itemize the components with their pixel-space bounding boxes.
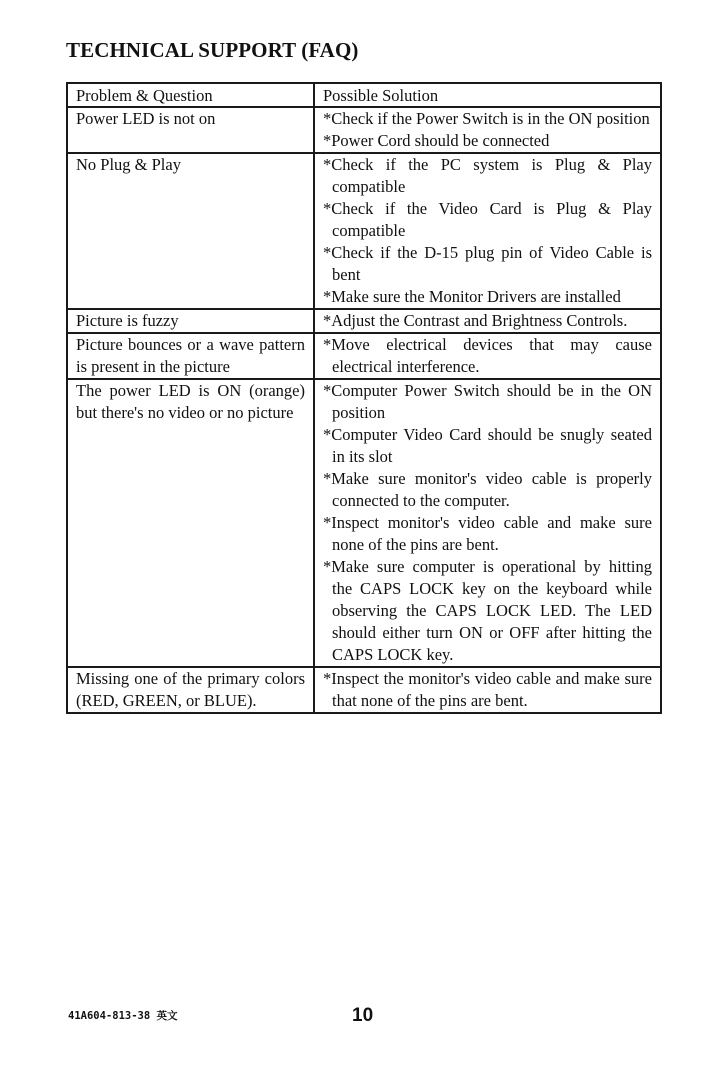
footer-document-code: 41A604-813-38 英文 <box>68 1010 178 1022</box>
problem-text: The power LED is ON (orange) but there's no video or no picture <box>76 381 305 422</box>
solution-item: *Check if the PC system is Plug & Play compatible <box>323 155 652 196</box>
solution-item: *Adjust the Contrast and Brightness Controls. <box>323 311 628 330</box>
problem-cell <box>67 309 314 333</box>
faq-table <box>66 82 662 714</box>
solution-item: *Check if the Power Switch is in the ON position <box>323 109 650 128</box>
problem-cell <box>67 153 314 309</box>
solution-cell <box>314 333 661 379</box>
solution-cell <box>314 667 661 713</box>
table-row <box>67 309 661 333</box>
page-number: 10 <box>352 1005 374 1026</box>
header-solution: Possible Solution <box>314 83 661 107</box>
solution-cell <box>314 379 661 667</box>
solution-item: *Inspect monitor's video cable and make sure none of the pins are bent. <box>323 513 652 554</box>
table-row <box>67 667 661 713</box>
problem-text: Picture bounces or a wave pattern is present in the picture <box>76 335 305 376</box>
table-row <box>67 333 661 379</box>
solution-item: *Inspect the monitor's video cable and make sure that none of the pins are bent. <box>323 669 652 710</box>
solution-item: *Computer Power Switch should be in the ON position <box>323 381 652 422</box>
solution-cell <box>314 107 661 153</box>
page-title: TECHNICAL SUPPORT (FAQ) <box>66 38 359 62</box>
solution-cell <box>314 309 661 333</box>
table-row <box>67 379 661 667</box>
solution-cell <box>314 153 661 309</box>
solution-item: *Computer Video Card should be snugly seated in its slot <box>323 425 652 466</box>
problem-text: Picture is fuzzy <box>76 311 179 330</box>
solution-item: *Check if the D-15 plug pin of Video Cable is bent <box>323 243 652 284</box>
problem-text: Missing one of the primary colors (RED, GREEN, or BLUE). <box>76 669 305 710</box>
solution-item: *Make sure computer is operational by hitting the CAPS LOCK key on the keyboard while observing the CAPS LOCK LED. The LED should either turn ON or OFF after hitting the CAPS LOCK key. <box>323 557 652 664</box>
problem-cell <box>67 107 314 153</box>
header-problem: Problem & Question <box>67 83 314 107</box>
solution-item: *Check if the Video Card is Plug & Play compatible <box>323 199 652 240</box>
solution-item: *Make sure the Monitor Drivers are installed <box>323 287 621 306</box>
problem-text: No Plug & Play <box>76 155 181 174</box>
solution-item: *Move electrical devices that may cause electrical interference. <box>323 335 652 376</box>
problem-cell <box>67 667 314 713</box>
table-row <box>67 107 661 153</box>
table-header-row <box>67 83 661 107</box>
table-row <box>67 153 661 309</box>
problem-cell <box>67 379 314 667</box>
solution-item: *Power Cord should be connected <box>323 131 550 150</box>
problem-text: Power LED is not on <box>76 109 216 128</box>
problem-cell <box>67 333 314 379</box>
solution-item: *Make sure monitor's video cable is properly connected to the computer. <box>323 469 652 510</box>
